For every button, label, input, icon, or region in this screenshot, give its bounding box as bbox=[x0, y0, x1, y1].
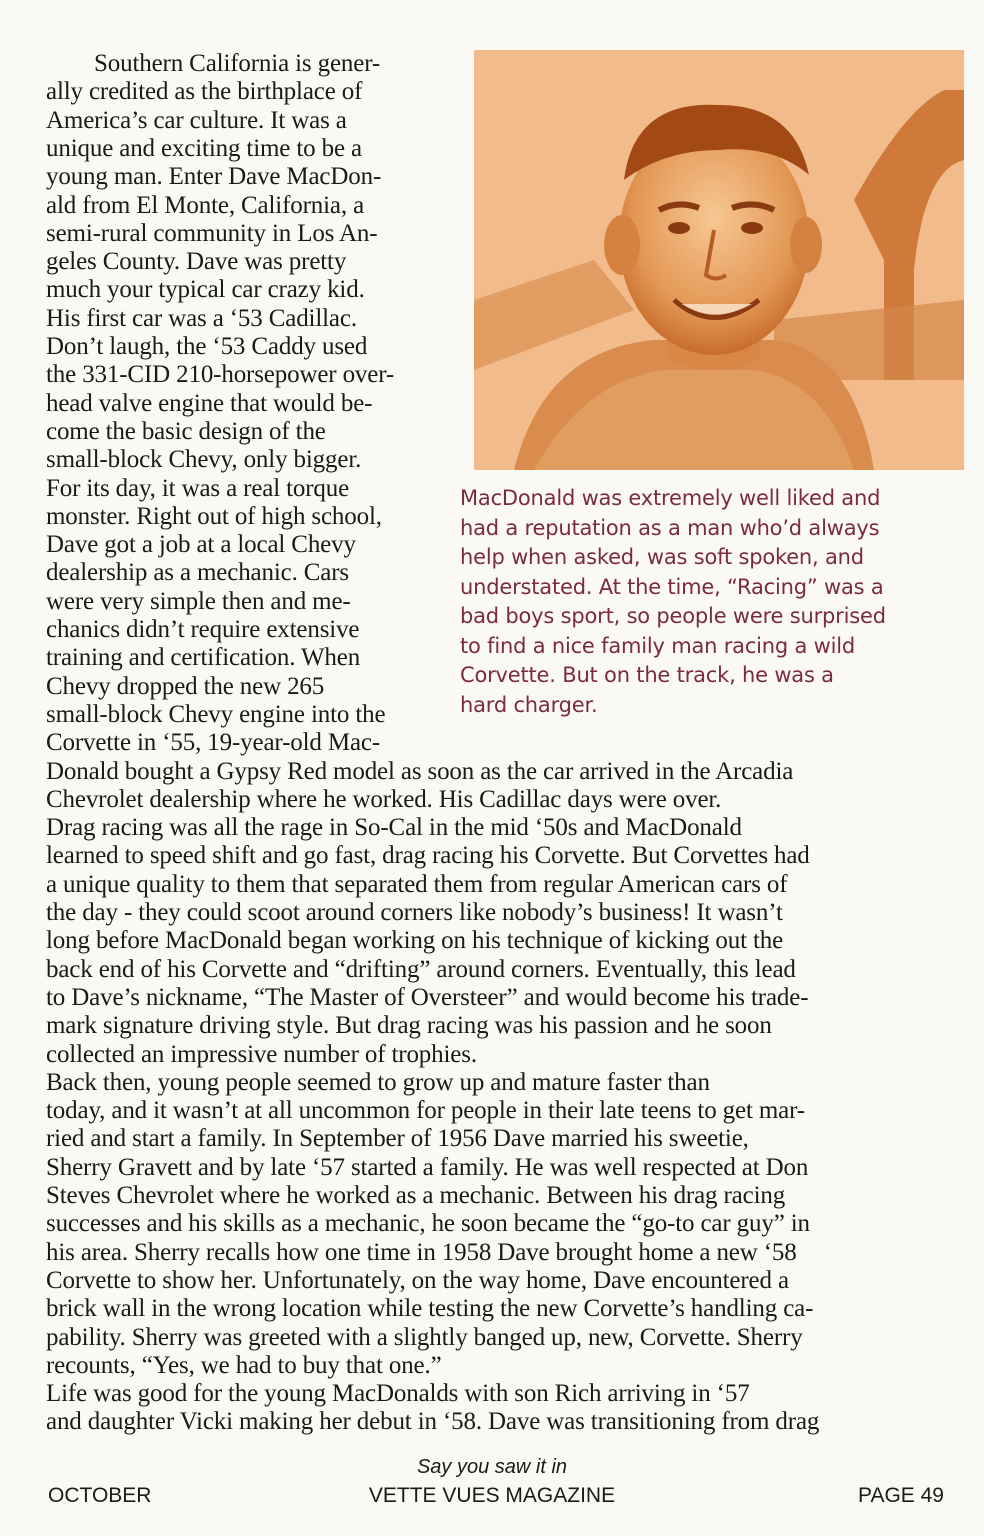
portrait-photo-icon bbox=[474, 50, 964, 470]
text-line: learned to speed shift and go fast, drag racing his Corvette. But Corvettes had bbox=[46, 842, 810, 870]
text-line: today, and it wasn’t at all uncommon for people in their late teens to get mar- bbox=[46, 1097, 805, 1125]
caption-line: understated. At the time, “Racing” was a bbox=[460, 574, 884, 599]
text-line: training and certification. When bbox=[46, 644, 361, 672]
text-line: semi-rural community in Los An- bbox=[46, 219, 378, 247]
text-line: much your typical car crazy kid. bbox=[46, 276, 365, 304]
text-line: His first car was a ‘53 Cadillac. bbox=[46, 304, 357, 332]
text-line: head valve engine that would be- bbox=[46, 389, 373, 417]
text-line: ald from El Monte, California, a bbox=[46, 191, 365, 219]
text-line: geles County. Dave was pretty bbox=[46, 248, 347, 276]
caption-line: help when asked, was soft spoken, and bbox=[460, 545, 864, 569]
text-line: a unique quality to them that separated them from regular American cars of bbox=[46, 870, 788, 898]
text-line: Southern California is gener- bbox=[94, 50, 381, 77]
text-line: monster. Right out of high school, bbox=[46, 502, 382, 530]
text-line: Dave got a job at a local Chevy bbox=[46, 531, 356, 559]
footer-tagline: Say you saw it in bbox=[416, 1456, 568, 1478]
text-line: recounts, “Yes, we had to buy that one.” bbox=[46, 1351, 442, 1379]
text-line: chanics didn’t require extensive bbox=[46, 616, 360, 643]
text-line: long before MacDonald began working on his technique of kicking out the bbox=[46, 927, 784, 955]
text-line: Chevy dropped the new 265 bbox=[46, 672, 325, 700]
text-line: ally credited as the birthplace of bbox=[46, 78, 363, 106]
text-line: pability. Sherry was greeted with a slightly banged up, new, Corvette. Sherry bbox=[46, 1323, 803, 1351]
text-line: and daughter Vicki making her debut in ‘58. Dave was transitioning from drag bbox=[46, 1408, 820, 1436]
text-line: dealership as a mechanic. Cars bbox=[46, 559, 350, 587]
text-line: Donald bought a Gypsy Red model as soon as the car arrived in the Arcadia bbox=[46, 757, 794, 785]
caption-line: had a reputation as a man who’d always bbox=[460, 515, 880, 540]
text-line: back end of his Corvette and “drifting” around corners. Eventually, this lead bbox=[46, 955, 796, 983]
text-line: Chevrolet dealership where he worked. His Cadillac days were over. bbox=[46, 785, 722, 813]
text-line: Drag racing was all the rage in So-Cal in the mid ‘50s and MacDonald bbox=[46, 814, 742, 842]
footer-page-number: PAGE 49 bbox=[858, 1484, 944, 1507]
text-line: his area. Sherry recalls how one time in 1958 Dave brought home a new ‘58 bbox=[46, 1238, 797, 1266]
text-line: For its day, it was a real torque bbox=[46, 474, 350, 502]
text-line: come the basic design of the bbox=[46, 417, 326, 445]
text-line: Life was good for the young MacDonalds with son Rich arriving in ‘57 bbox=[46, 1380, 750, 1408]
caption-line: Corvette. But on the track, he was a bbox=[460, 663, 834, 687]
footer-month: OCTOBER bbox=[48, 1484, 152, 1507]
text-line: Corvette to show her. Unfortunately, on the way home, Dave encountered a bbox=[46, 1266, 789, 1294]
caption-line: hard charger. bbox=[460, 692, 598, 717]
text-line: Steves Chevrolet where he worked as a mechanic. Between his drag racing bbox=[46, 1182, 786, 1209]
text-line: small-block Chevy engine into the bbox=[46, 700, 386, 728]
text-line: collected an impressive number of trophies. bbox=[46, 1040, 477, 1068]
footer-magazine: VETTE VUES MAGAZINE bbox=[368, 1484, 616, 1507]
caption-line: bad boys sport, so people were surprised bbox=[460, 604, 886, 628]
text-line: were very simple then and me- bbox=[46, 587, 351, 615]
caption-line: MacDonald was extremely well liked and bbox=[460, 486, 881, 510]
text-line: ried and start a family. In September of 1956 Dave married his sweetie, bbox=[46, 1125, 749, 1153]
text-line: Corvette in ‘55, 19-year-old Mac- bbox=[46, 729, 381, 757]
text-line: Back then, young people seemed to grow up and mature faster than bbox=[46, 1068, 710, 1096]
text-line: the day - they could scoot around corners like nobody’s business! It wasn’t bbox=[46, 899, 783, 926]
text-line: successes and his skills as a mechanic, he soon became the “go-to car guy” in bbox=[46, 1210, 810, 1238]
text-line: brick wall in the wrong location while testing the new Corvette’s handling ca- bbox=[46, 1295, 814, 1323]
text-line: young man. Enter Dave MacDon- bbox=[46, 163, 382, 191]
text-line: Sherry Gravett and by late ‘57 started a family. He was well respected at Don bbox=[46, 1153, 809, 1181]
text-line: the 331-CID 210-horsepower over- bbox=[46, 361, 395, 389]
caption-line: to find a nice family man racing a wild bbox=[460, 633, 856, 658]
portrait-photo bbox=[474, 50, 964, 470]
text-line: Don’t laugh, the ‘53 Caddy used bbox=[46, 333, 368, 360]
text-line: mark signature driving style. But drag racing was his passion and he soon bbox=[46, 1012, 772, 1040]
text-line: unique and exciting time to be a bbox=[46, 134, 362, 162]
text-line: America’s car culture. It was a bbox=[46, 106, 347, 134]
text-line: small-block Chevy, only bigger. bbox=[46, 446, 362, 474]
text-line: to Dave’s nickname, “The Master of Oversteer” and would become his trade- bbox=[46, 983, 809, 1011]
